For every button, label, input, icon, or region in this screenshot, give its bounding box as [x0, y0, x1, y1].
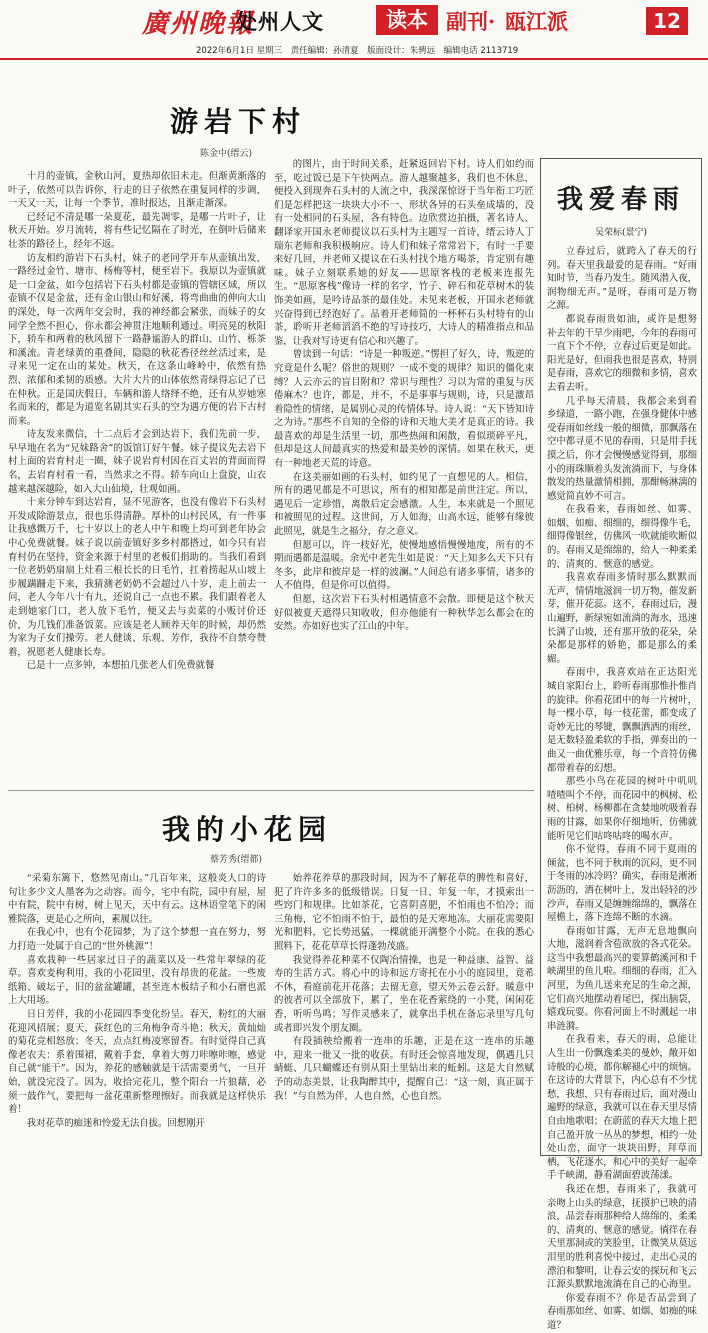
article1-column-2 [274, 158, 534, 718]
paragraph: 几乎每天清晨，我都会来到看乡绿道，一路小跑，在强身健体中感受春雨如丝线一般的细微，那飘落在空中都寻觅不见的春雨，只是用手抚摸之后，你才会慢慢感觉得到，那细小的雨珠顺着头发流淌而下，与身体散发的热量激情相拥，那酣畅淋漓的感觉简直妙不可言。 [547, 395, 698, 502]
paragraph: 在我看来，春天的雨，总能让人生出一份飘逸柔美的曼妙，敞开如诗般的心境，都你解褪心中的烦恼。在这诗的大背景下，内心总有不少忧愁，我想，只有春雨过后，面对漫山遍野的绿意，我就可以在春天里尽情自由地歌唱；在蔚蓝的春天大地上把自己盈开放一丛丛的梦想，相约一处处山峦，面守一块块田野，拜草而栖，飞花逐水，和心中的美好一起牵手千峡湖，静看湖面碧波荡漾。 [547, 1034, 698, 1182]
paragraph: 都说春雨贵如油，或许是想努补去年的干旱少雨吧，今年的春雨可一直下个不停，立春过后更是如此。阳光是好，但雨我也很是喜欢，特别是春雨，喜欢它的细微和多情，喜欢去看去听。 [547, 313, 698, 393]
article1-byline: 陈金中(缙云) [200, 149, 253, 159]
column-name: 处州人文 [236, 9, 324, 34]
read-badge: 读本 [376, 5, 438, 35]
paragraph: 十来分钟车到达岩育，显不见游客，也没有像岩下石头村开发成除游景点，很也乐得清静。厚朴的山村民风，有一件事让我感慨万千，七十岁以上的老人中午和晚上均可到老年协会中心免费就餐。妹子说以前壶镇好多乡村都搭过，如今只有岩育村仍在坚持，资金来源于村里的老板们捐助的。当我们看到一位老奶奶扇扇上灶看三根长长的日毛竹，扛着捞起从山坡上步履蹒跚走下来，我猜测老奶奶不会超过八十岁，走上前去一问，老人今年八十有九，还说自己一点也不累。我们跟着老人走到她家门口，老人放下毛竹，便又去与卖菜的小贩讨价还价，为几钱们准备饭菜。应该是老人顾养天年的时候，却仍然为家为子女们操劳。老人健谈、乐观、芳作，我待不自禁夸赞着，祝愿老人健康长寿。 [8, 497, 266, 658]
newspaper-logo: 廣州晚報 [142, 9, 255, 39]
paragraph: 有段插秧给搬着一连串的乐趣，正是在这一连串的乐趣中，迎来一批又一批的收获。有时还会惊喜地发现，偶遇几只蜻蜓、几只蝴蝶还有别从阳土里钻出来的蚯蚓。这是大自然赋予的动态美景，让我陶醉其中，提醒自己：“这一刻，真正属于我！”与自然为伴，人也自然，心也自然。 [274, 1036, 534, 1102]
fukan-label: 副刊· [446, 9, 496, 34]
paragraph: 在我心中，也有个花园梦，为了这个梦想一直在努力，努力打造一处属于自己的“世外桃源”！ [8, 927, 266, 952]
paragraph: 春雨如甘露，无声无息地飘向大地，滋润着含苞欲放的各式花朵。这当中我想最高兴的要算鹤溪河和千峡湖里的鱼儿啦。细细的春雨，汇入河里，为鱼儿送来充足的生命之源，它们高兴地摆动着尾巴，探出脑袋，嬉戏玩耍。你看河面上不时溅起一串串涟漪。 [547, 925, 698, 1032]
article2-column-1 [8, 872, 266, 1156]
paragraph: 那些小鸟在花园的树叶中叽叽喳喳叫个不停，而花园中的枫树、松树、柏树、杨柳都在贪婪地吮吸着春雨的甘露，如果你仔细地听，仿佛就能听见它们咕咚咕咚的喝水声。 [547, 776, 698, 842]
section-divider [8, 790, 534, 791]
paragraph: 已经记不清是哪一朵夏花，最先凋零，是哪一片叶子，让秋天开始。岁月流转，将有些记忆隔在了时光，在倒叶后储来壮茶的路径上，经年不返。 [8, 211, 266, 250]
paragraph: 但愿，这次岩下石头村相遇情意不会散。即便是这个秋天好似被夏天遮得只知收收，但亦他能有一种秋华怎么都会在的安然。亦如好也实了江山的中年。 [274, 594, 534, 633]
paragraph: 日日芳伴，我的小花园四季变化纷呈。春天，粉红的大丽花迎风招展；夏天，荻红色的三角梅争奇斗艳；秋天，黄灿灿的菊花竞相怒放；冬天，点点红梅凌寒留香。有时觉得自己真像老农夫：系着围裙，戴着手套，拿着大剪刀咔嚓咔嚓，感觉自己就“能干”。因为，养花的感触就是干活需要勇气，一旦开始，就没完没了。因为，收拾完花儿，整个阳台一片狼藉，必须一鼓作气，要把每一盆花重新整理擦好。而我就是这样快乐着！ [8, 1008, 266, 1116]
paragraph: 访友相约游岩下石头村，妹子的老同学开车从壶镇出发，一路经过金竹、塘市、杨梅等村，便至岩下。我原以为壶镇就是一口金盆，如今包括岩下石头村都是壶镇的管辖区域，所以壶镇不仅是金盆，还有金山银山和好溪，将弯曲曲的伸向大山的深处，每一次两年交会时，我的神经都会紧张，而妹子的女同学全然不担心，你永都会神贯注地顺利通过。明亮晃的秋阳下，轿车和两着的秋风留下一路静谧游人的群山、山竹、栎茶和溪流。青老绿黄的重叠间，隐隐的秋花香径丝丝活过来，是寻来见一定在山的某处。秋天，在这条山峰岭中，依然有热烈、浓郁和柔韧的质感。大片大片的山体依然青绿得忘记了已在仲秋。正是国庆假日，车辆和游人络绎不绝，还有从岁她寒名而来的，都是为道览名剧其实石头的空为遇方便的岩下古村而来。 [8, 252, 266, 427]
paragraph: 我喜欢春雨多情时那么默默而无声，情情地滋润一切万物，催发新芽，催开花蕊。这不，春雨过后，漫山遍野，新绿宛如流淌的海水，迅速长满了山坡，还有那开放的花朵，朵朵都是那样的娇艳，都是那么的柔媚。 [547, 572, 698, 665]
masthead [0, 0, 708, 40]
paragraph: 你不觉得，春雨不同于夏雨的倾盆，也不同于秋雨的沉闷，更不同于冬雨的冰冷吗？确实，春雨是淅淅沥沥的，洒在树叶上，发出轻轻的沙沙声，春雨又是缠缠绵绵的，飘落在屋檐上，落下连绵不断的水滴。 [547, 844, 698, 924]
paragraph: 春雨中，我喜欢站在正达阳光城自家阳台上，聆听春雨那惟扑惟肖的旋律。你看花团中的每一片树叶，每一棵小草，每一枝花蕾，都变成了奇妙无比的琴键，飘飘洒洒的雨丝，是无数轻盈柔软的手指，弹奏出的一曲又一曲优雅乐章，每一个音符仿佛都带着春的幻想。 [547, 667, 698, 774]
paragraph: 十月的壶镇，金秋山河，夏热却依旧未走。但渐黄渐落的叶子，依然可以告诉你，行走的日子依然在重复同样的步调，一天又一天，让每一个季节，准时报达，且渐走渐深。 [8, 171, 266, 210]
paragraph: 在这美丽如画的石头村，如约见了一直想见的人。相信，所有的遇见都是不可思议，所有的相知都是前世注定。所以，遇见后一定珍惜，离散后定会感激。人生，本来就是一个照见和被照见的过程。这世间，万人如海，山高水远，能够有缘彼此照见，就是生之福分，存之意义。 [274, 471, 534, 538]
article2-title: 我的小花园 [162, 813, 333, 846]
paragraph: 喜欢栽种一些居家过日子的蔬菜以及一些常年翠绿的花草。喜欢麦枸利用，我的小花园里，没有昂贵的花盆。一些废纸箱、破坛子，旧的盆盆罐罐，甚至连木板结子和小石磨也派上大用场。 [8, 954, 266, 1007]
sidebar-article [540, 158, 702, 1331]
article1-column-1 [8, 170, 266, 774]
paragraph: 已是十一点多钟，本想拍几张老人们免费就餐 [26, 660, 215, 672]
paragraph: 的图片，由于时间关系，赶紧返回岩下村。诗人们如约而至，吃过饭已是下午快两点。游人越聚越多，我们也不休息，便投入到现奔石头村的人流之中，我深深惊讶于当年衔工巧匠们是怎样把这一块块大小不一、形状各异的石头垒成墙的，没有一处相同的石头屋，各有特色。边欣赏边拍摄，著名诗人、翻译家开国永老师提议以石头村为主题写一首诗，缙云诗人丁瑞东老师和我积极响应。诗人们和妹子常常岩下，有时一手要来好几回，并老师又提议在石头村找个地方喝茶，肯定别有趣味。妹子立刻联系她的好友——思原客栈的老板来连报先生。“思原客栈”像诗一样的名字，竹子、碎石和花草树木的装饰美如画，是吟诗品茶的最佳处。未见来老板，开国永老师就兴奋得到已经泡好了。品着开老师简的一杯杯石头村特有的山茶，聆听开老师滔滔不绝的写诗技巧，大诗人的精准指点和品鉴，让我对写诗更有信心和兴趣了。 [274, 159, 534, 347]
paragraph: 始养花养草的那段时间，因为不了解花草的脾性和喜好，犯了许许多多的低级错误。日复一日、年复一年，才摸索出一些窍门和规律。比如茶花，它喜阴喜肥，不怕雨也不怕冷；而三角梅，它不怕雨不怕干，最怕的是天寒地冻。大丽花需要阳光和肥料，它长势迅猛，一棵就能开满整个小院。在我的悉心照料下，花花草草长得蓬勃茂盛。 [274, 873, 534, 952]
paragraph: 你爱春雨不？你是否品尝到了春雨那如丝、如雾、如烟、如痴的味道？ [547, 1292, 698, 1331]
paragraph: 在我看来，春雨如丝、如雾、如烟、如痴、细细的，细得像牛毛，细得像银丝，仿佛风一吹就能吹断似的。春雨又是绵绵的，给人一种柔柔的、清爽的、惬意的感觉。 [547, 504, 698, 570]
paragraph: 诗友发来微信，十二点后才会到达岩下，我们先前一步，早早地在名为“兄妹路舍”的饭馆订好午餐。妹子提议先去岩下村上面的岩育村走一圈，妹子说岩育村因在百丈岩的背面而得名，去岩育村看一看，当然求之不得。轿车向山上盘旋，山衣越来越深越险，如入大山仙境，壮观如画。 [8, 429, 266, 495]
sidebar-byline: 吴荣标(景宁) [594, 228, 648, 238]
paragraph: 曾读到一句话：“诗是一种叛逆。”愣担了好久，诗，叛逆的究竟是什么呢？俗世的规则？一成不变的规律？知识的僵化束缚？人云亦云的盲目附和？常识与理性？习以为常的重复与厌倦麻木？也许，都是，并不，不是事事与规则，诗，只是激昂着隐性的情绪，是属别心灵的传情体导。诗人说：“天下皆知诗之为诗。”那些不自知的全俗的诗和天地大美才是真正的诗。我最喜欢的却是生活里一切，那些热闹和闲散，看似琐碎平凡，但却是这人间最真实的热爱和最美妙的深情。如果在秋天，更有一种地老天荒的诗意。 [274, 349, 534, 470]
issue-info: 2022年6月1日 星期三 责任编辑：孙清夏 版面设计：朱骋远 编辑电话 2113719 [196, 46, 519, 56]
section-name: 瓯江派 [505, 9, 568, 34]
sidebar-title: 我爱春雨 [556, 185, 685, 215]
article2-column-2 [274, 872, 534, 1156]
masthead-rule [0, 58, 708, 60]
paragraph: “采菊东篱下，悠然见南山。”几百年来，这般炎人口的诗句让多少文人墨客为之动容。而今，宅中有院，园中有屋，屋中有院，院中有树，树上见天，天中有云。这林语堂笔下的闲雅院落，更是心之所向，素履以往。 [8, 873, 266, 925]
paragraph: 立春过后，就跨入了春天的行列。春天里我最爱的是春雨。“好雨知时节，当春乃发生。随风潜入夜，润物细无声。”是呀，春雨可是万物之源。 [547, 246, 698, 312]
sidebar-body [547, 245, 698, 1331]
paragraph: 我还在想，春雨来了，我就可亲吻上山头的绿意，抚摸护已映的清浪，品尝春雨那种给人绵绵的、柔柔的、清爽的、惬意的感觉。徜徉在春天里那洞或的笑脸里，让微笑从莫远泪里的胜利喜悦中接过，走出心灵的漂泊和黎明，让春云安的探玩和飞云江源头默默地流淌在自己的心海里。 [547, 1183, 698, 1291]
paragraph: 我对花草的痴迷和怜爱无法自拔。回想刚开 [26, 1117, 205, 1129]
article1-title: 游岩下村 [170, 105, 307, 138]
page-number: 12 [646, 7, 688, 35]
article2-byline: 蔡芳秀(缙都) [210, 855, 263, 865]
paragraph: 我觉得养花种菜不仅陶冶情操，也是一种益康、益智、益寿的生活方式。将心中的诗和远方寄托在小小的庭园里，竟希不休，看庭前花开花落；去留无意，望天外云卷云舒。暖意中的彼者可以全部放下，累了，坐在花香萦绕的一小凳，闲闲花香，听听鸟鸣；写作灵感来了，就拿出手机在备忘录里写几句或者即兴发个朋友圈。 [274, 954, 534, 1034]
paragraph: 但愿可以，许一枝好光，使慢地感悟慢慢地度，所有的不期而遇都是温暖。余光中老先生如是说：“天上知多么天下只有冬多，此岸和彼岸是一样的波澜。”人间总有诸多事情，诸多的人不值得，但是你可以值得。 [274, 539, 534, 592]
